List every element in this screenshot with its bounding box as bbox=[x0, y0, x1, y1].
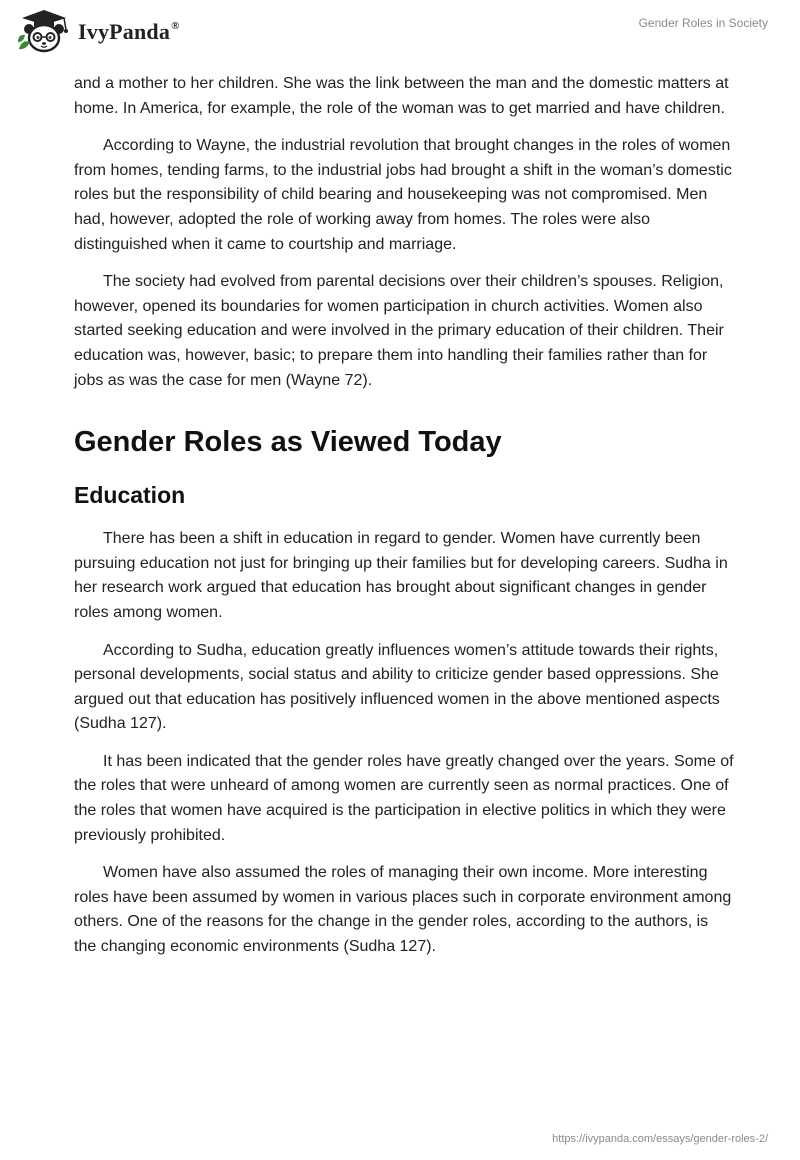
registered-mark: ® bbox=[171, 19, 180, 32]
panda-logo-icon bbox=[14, 9, 74, 53]
source-url[interactable]: https://ivypanda.com/essays/gender-roles-2/ bbox=[552, 1133, 768, 1145]
subsection-heading: Education bbox=[74, 482, 186, 509]
document-title: Gender Roles in Society bbox=[638, 16, 768, 30]
essay-body bbox=[74, 72, 734, 973]
page-header bbox=[0, 0, 800, 62]
paragraph-education-shift: There has been a shift in education in regard to gender. Women have currently been pursuing education not just for bringing up their families but for developing careers. Sudha in her research work argued that education has brought about significant changes in gender roles among women. bbox=[74, 530, 728, 621]
paragraph-wayne-industrial: According to Wayne, the industrial revolution that brought changes in the roles of women from homes, tending farms, to the industrial jobs had brought a shift in the woman’s domestic roles but the responsibility of child bearing and housekeeping was not compromised. Men had, however, adopted the role of working away from homes. The roles were also distinguished when it came to courtship and marriage. bbox=[74, 137, 732, 253]
brand-name[interactable]: IvyPanda® bbox=[78, 19, 180, 44]
paragraph-continuation: and a mother to her children. She was the link between the man and the domestic matters at home. In America, for example, the role of the woman was to get married and have children. bbox=[74, 75, 729, 117]
section-heading: Gender Roles as Viewed Today bbox=[74, 426, 502, 459]
paragraph-roles-changed: It has been indicated that the gender roles have greatly changed over the years. Some of the roles that were unheard of among women are currently seen as normal practices. One of the roles that women have acquired is the participation in elective politics in which they were previously prohibited. bbox=[74, 752, 734, 844]
paragraph-sudha-attitude: According to Sudha, education greatly influences women’s attitude towards their rights, personal developments, social status and ability to criticize gender based oppressions. She argued out that education has positively influenced women in the above mentioned aspects (Sudha 127). bbox=[74, 641, 720, 733]
paragraph-managing-income: Women have also assumed the roles of managing their own income. More interesting roles have been assumed by women in various places such in corporate environment among others. One of the reasons for the change in the gender roles, according to the authors, is the changing economic environments (Sudha 127). bbox=[74, 864, 732, 956]
paragraph-society-evolved: The society had evolved from parental decisions over their children’s spouses. Religion, however, opened its boundaries for women participation in church activities. Women also started seeking education and were involved in the primary education of their children. Their education was, however, basic; to prepare them into handling their families rather than for jobs as was the case for men (Wayne 72). bbox=[74, 273, 724, 389]
